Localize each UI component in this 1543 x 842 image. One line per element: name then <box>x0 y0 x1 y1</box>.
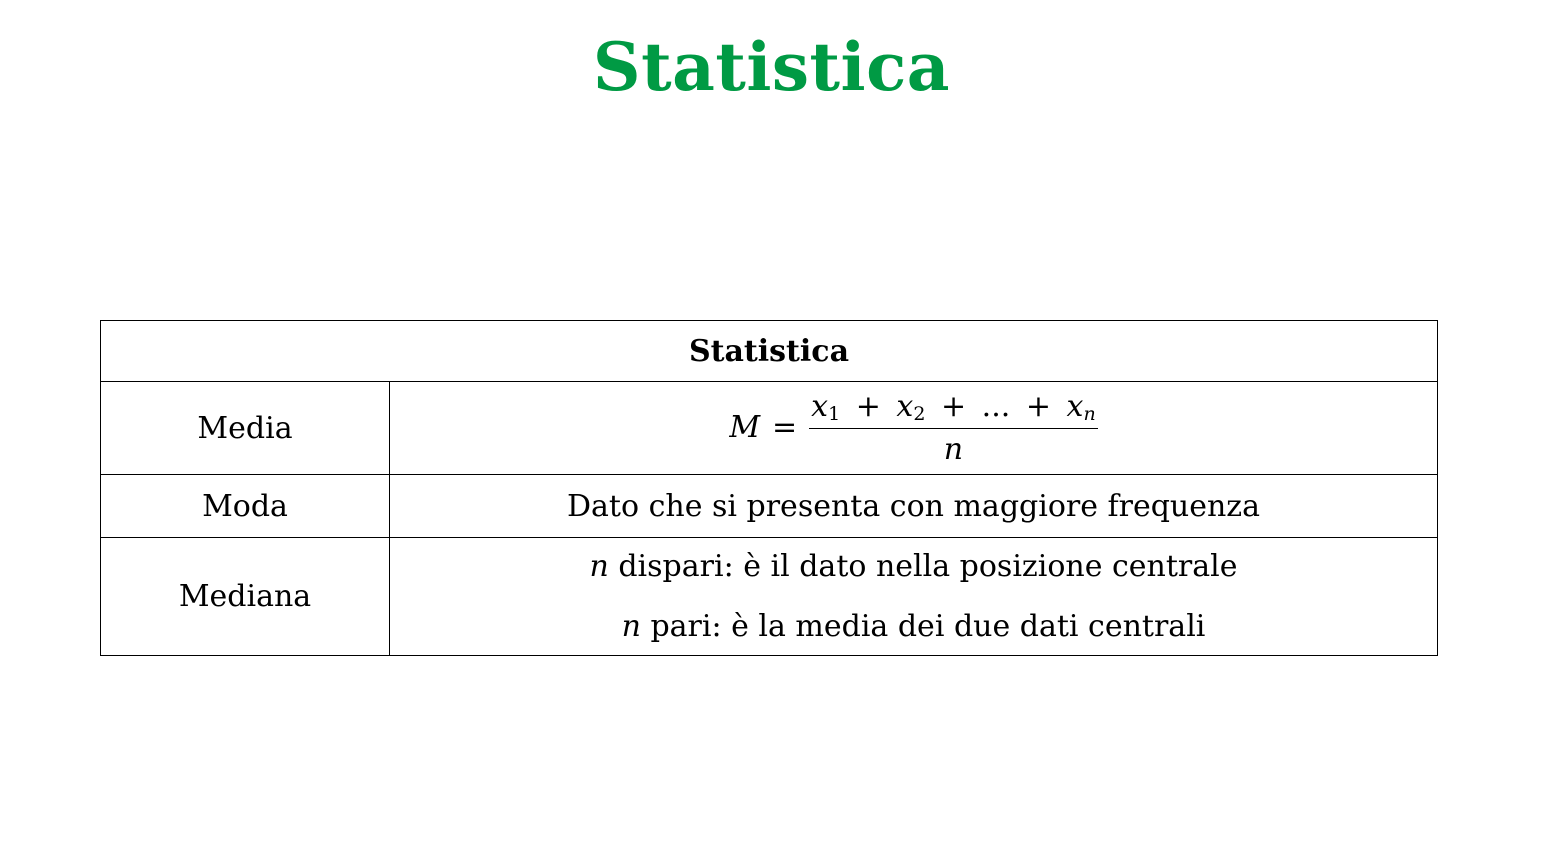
num-plus-3: + <box>1025 388 1051 424</box>
row-label-media: Media <box>101 382 390 475</box>
num-x2-var: x <box>896 388 914 424</box>
table-row-moda <box>101 475 1438 538</box>
mediana-odd-var: n <box>589 549 609 584</box>
num-x1-var: x <box>811 388 829 424</box>
formula-denominator: n <box>943 432 964 468</box>
moda-description: Dato che si presenta con maggiore frequenza <box>390 475 1438 538</box>
mediana-even-line <box>400 608 1427 646</box>
num-x1-sub: 1 <box>828 402 841 425</box>
num-plus-1: + <box>855 388 881 424</box>
num-x2-sub: 2 <box>913 402 926 425</box>
media-formula-cell <box>390 382 1438 475</box>
table-header-row <box>101 321 1438 382</box>
table-header: Statistica <box>101 321 1438 382</box>
mediana-even-var: n <box>621 608 641 644</box>
row-label-moda: Moda <box>101 475 390 538</box>
table-row-mediana <box>101 538 1438 656</box>
num-plus-2: + <box>940 388 967 424</box>
media-formula <box>729 390 1097 467</box>
mediana-odd-line <box>400 548 1427 586</box>
num-ellipsis: ... <box>981 388 1011 424</box>
row-label-mediana: Mediana <box>101 538 390 656</box>
formula-equals: = <box>772 410 798 446</box>
mediana-even-text: pari: è la media dei due dati centrali <box>640 608 1206 644</box>
mediana-odd-text: dispari: è il dato nella posizione centrale <box>608 549 1238 584</box>
num-xn-var: x <box>1066 388 1084 424</box>
formula-numerator <box>809 390 1098 430</box>
mediana-description-cell <box>390 538 1438 656</box>
statistics-table <box>100 320 1438 656</box>
formula-lhs: M <box>729 410 761 446</box>
num-xn-sub: n <box>1083 402 1096 425</box>
page-title: Statistica <box>592 28 951 106</box>
formula-fraction <box>809 390 1098 467</box>
table-row-media <box>101 382 1438 475</box>
